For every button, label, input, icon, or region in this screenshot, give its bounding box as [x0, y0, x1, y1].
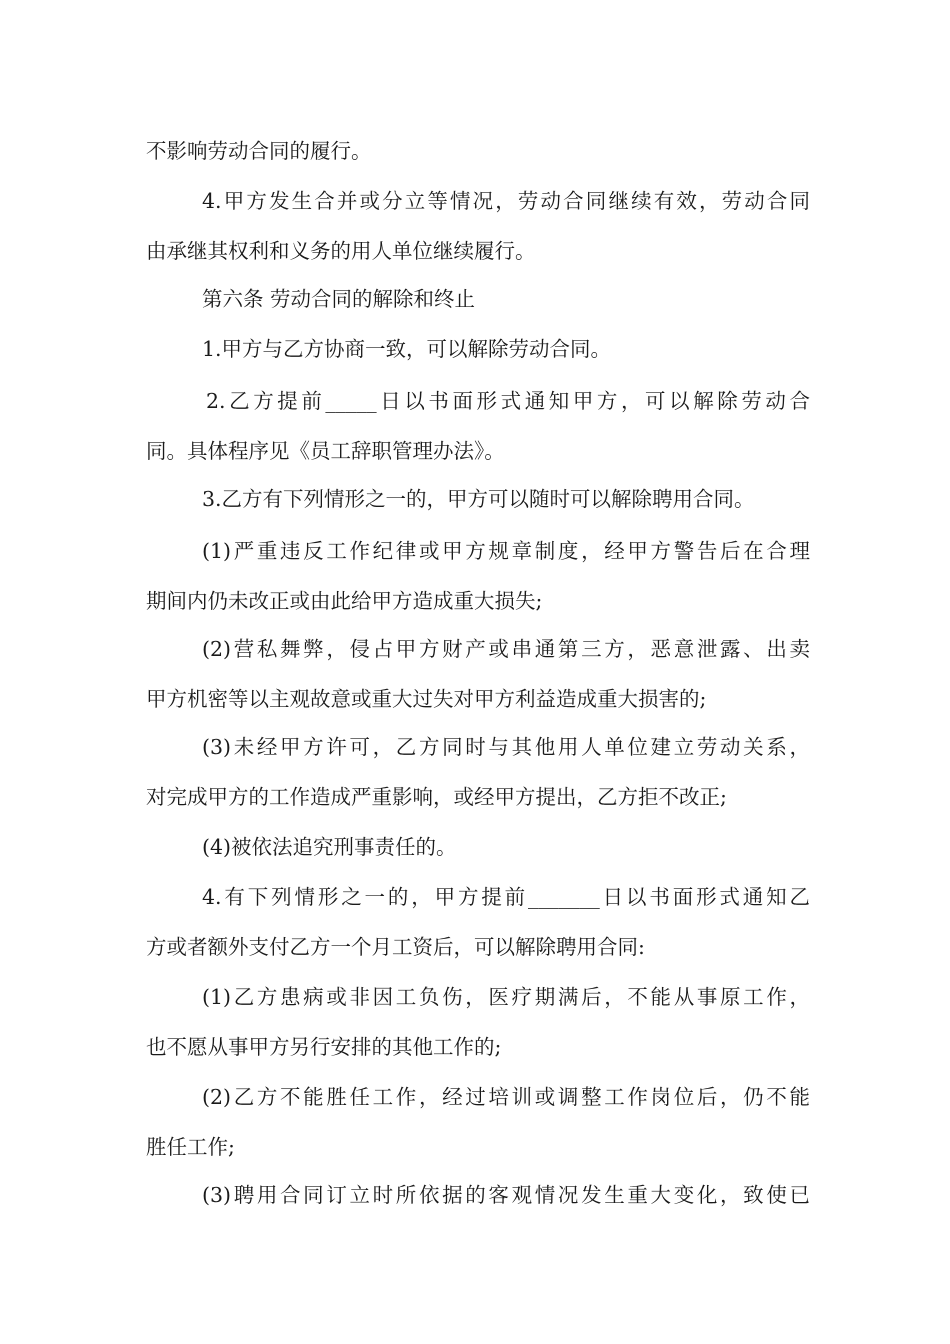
- paragraph-line: (2)乙方不能胜任工作，经过培训或调整工作岗位后，仍不能: [202, 1085, 810, 1109]
- paragraph-clause-3: [146, 474, 810, 524]
- paragraph-line: 1.甲方与乙方协商一致，可以解除劳动合同。: [202, 337, 612, 361]
- paragraph-clause-4: [146, 872, 810, 972]
- paragraph-clause-2: [146, 376, 810, 476]
- paragraph-line: (4)被依法追究刑事责任的。: [202, 835, 457, 859]
- paragraph-item-4-3: [146, 1170, 810, 1220]
- paragraph-item-4-2: [146, 1072, 810, 1172]
- paragraph-line: 由承继其权利和义务的用人单位继续履行。: [146, 239, 536, 263]
- paragraph-line: 方或者额外支付乙方一个月工资后，可以解除聘用合同:: [146, 935, 645, 959]
- paragraph-line: (3)聘用合同订立时所依据的客观情况发生重大变化，致使已: [202, 1183, 810, 1207]
- paragraph-continuation: [146, 126, 810, 176]
- paragraph-line: (3)未经甲方许可，乙方同时与其他用人单位建立劳动关系，: [202, 735, 810, 759]
- paragraph-line: 期间内仍未改正或由此给甲方造成重大损失;: [146, 589, 543, 613]
- paragraph-line: 4.有下列情形之一的，甲方提前_______日以书面形式通知乙: [202, 885, 810, 909]
- paragraph-item-3-3: [146, 722, 810, 822]
- paragraph-item-3-1: [146, 526, 810, 626]
- paragraph-line: 也不愿从事甲方另行安排的其他工作的;: [146, 1035, 502, 1059]
- paragraph-item-3-4: [146, 822, 810, 872]
- paragraph-line: 3.乙方有下列情形之一的，甲方可以随时可以解除聘用合同。: [202, 487, 755, 511]
- article-six-heading: [146, 274, 810, 324]
- paragraph-clause-1: [146, 324, 810, 374]
- paragraph-item-4-1: [146, 972, 810, 1072]
- paragraph-item-3-2: [146, 624, 810, 724]
- paragraph-clause-4-merger: [146, 176, 810, 276]
- paragraph-line: 同。具体程序见《员工辞职管理办法》。: [146, 439, 505, 463]
- paragraph-line: 2.乙方提前_____日以书面形式通知甲方，可以解除劳动合: [206, 389, 810, 413]
- paragraph-line: (1)乙方患病或非因工负伤，医疗期满后，不能从事原工作，: [202, 985, 810, 1009]
- paragraph-line: 对完成甲方的工作造成严重影响，或经甲方提出，乙方拒不改正;: [146, 785, 727, 809]
- paragraph-line: 胜任工作;: [146, 1135, 235, 1159]
- paragraph-line: 4.甲方发生合并或分立等情况，劳动合同继续有效，劳动合同: [202, 189, 810, 213]
- paragraph-line: 甲方机密等以主观故意或重大过失对甲方利益造成重大损害的;: [146, 687, 707, 711]
- paragraph-line: (2)营私舞弊，侵占甲方财产或串通第三方，恶意泄露、出卖: [202, 637, 810, 661]
- section-heading: 第六条 劳动合同的解除和终止: [202, 287, 476, 311]
- paragraph-line: (1)严重违反工作纪律或甲方规章制度，经甲方警告后在合理: [202, 539, 810, 563]
- paragraph-line: 不影响劳动合同的履行。: [146, 139, 372, 163]
